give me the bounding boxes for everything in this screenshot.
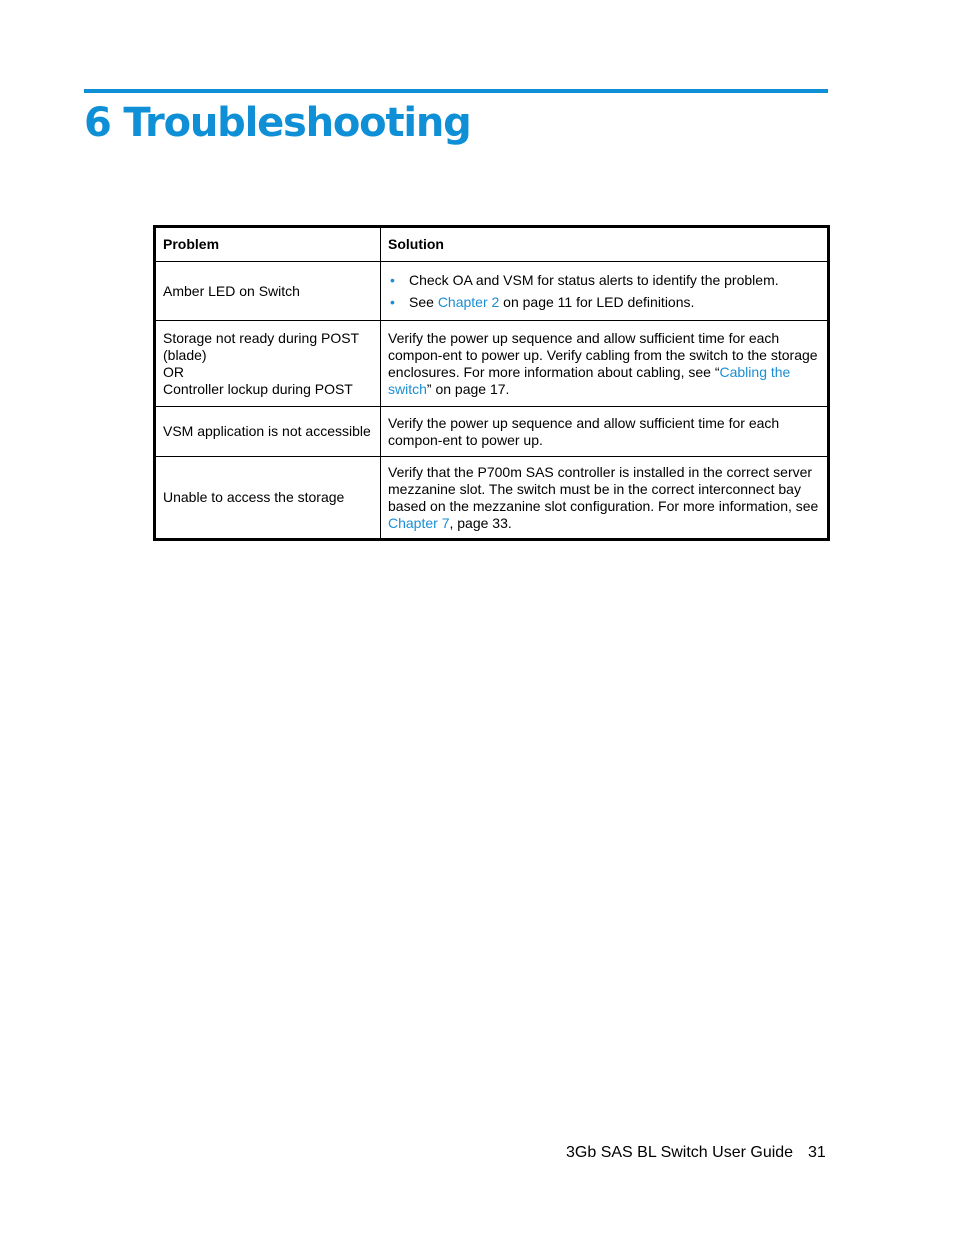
bullet-icon: • <box>390 271 395 288</box>
table-row <box>155 457 829 540</box>
solution-list <box>388 272 820 311</box>
chapter-7-link[interactable]: Chapter 7 <box>388 514 450 531</box>
header-problem: Problem <box>155 227 381 262</box>
solution-text: , page 33. <box>449 514 512 531</box>
solution-text: Verify that the P700m SAS controller is installed in the correct server mezzanine slot. The switch must be in the correct interconnect bay based on the mezzanine slot configuration. For more information, see <box>388 463 819 514</box>
footer-page-number: 31 <box>808 1144 826 1161</box>
solution-text: on page 11 for LED definitions. <box>499 293 695 310</box>
list-item <box>388 294 820 311</box>
problem-line: Storage not ready during POST <box>163 329 360 346</box>
table-row <box>155 321 829 407</box>
table-header-row <box>155 227 829 262</box>
table-row <box>155 262 829 321</box>
list-item <box>388 272 820 289</box>
chapter-2-link[interactable]: Chapter 2 <box>437 293 500 310</box>
problem-cell <box>155 321 381 407</box>
chapter-rule <box>84 89 828 93</box>
solution-cell <box>381 262 829 321</box>
solution-text: Verify the power up sequence and allow sufficient time for each compon-ent to power up. Verify cabling from the switch to the storage enclosures. For more information about cabling, see “ <box>388 329 818 380</box>
problem-cell: Unable to access the storage <box>155 457 381 540</box>
bullet-icon: • <box>390 293 395 310</box>
header-solution: Solution <box>381 227 829 262</box>
solution-cell: Verify the power up sequence and allow sufficient time for each compon-ent to power up. <box>381 407 829 457</box>
problem-line: OR <box>163 363 184 380</box>
troubleshooting-table <box>153 225 830 541</box>
problem-cell: Amber LED on Switch <box>155 262 381 321</box>
solution-text: ” on page 17. <box>426 380 510 397</box>
chapter-title: 6 Troubleshooting <box>84 100 471 146</box>
footer-guide-title: 3Gb SAS BL Switch User Guide <box>566 1144 794 1161</box>
table-row <box>155 407 829 457</box>
solution-cell <box>381 457 829 540</box>
problem-line: (blade) <box>163 346 207 363</box>
solution-text: See <box>409 293 438 310</box>
problem-cell: VSM application is not accessible <box>155 407 381 457</box>
problem-line: Controller lockup during POST <box>163 380 353 397</box>
cabling-the-switch-link[interactable]: Cabling the switch <box>388 363 791 397</box>
solution-cell <box>381 321 829 407</box>
solution-text: Check OA and VSM for status alerts to identify the problem. <box>409 271 779 288</box>
